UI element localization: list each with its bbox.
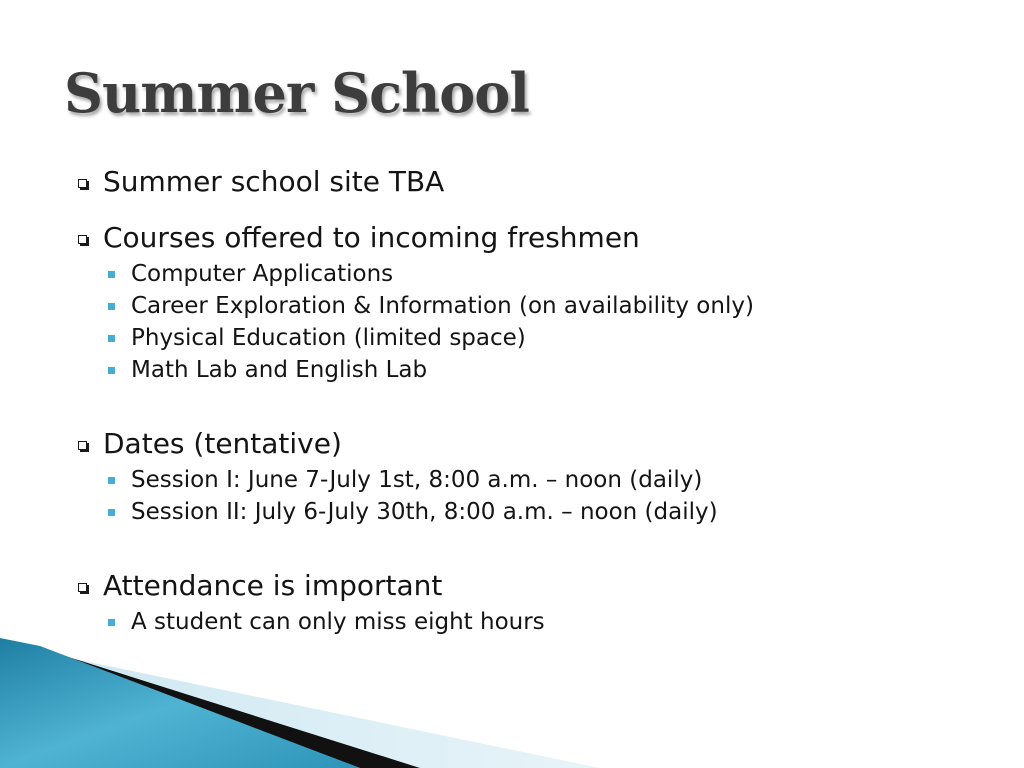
section-heading-dates: [72, 424, 972, 464]
decorative-wave-graphic: [0, 638, 1024, 768]
list-item: [72, 496, 972, 528]
list-item-text: Computer Applications: [131, 261, 394, 287]
filled-square-bullet-icon: [108, 335, 115, 342]
list-item: [72, 354, 972, 386]
list-item: [72, 258, 972, 290]
list-item: [72, 290, 972, 322]
hollow-square-bullet-icon: [78, 441, 87, 450]
section-heading-site: [72, 162, 972, 202]
section-heading-text: Dates (tentative): [103, 427, 342, 460]
section-heading-text: Courses offered to incoming freshmen: [103, 221, 640, 254]
hollow-square-bullet-icon: [78, 583, 87, 592]
slide-content: [72, 162, 972, 638]
section-heading-text: Summer school site TBA: [103, 165, 445, 198]
list-item-text: Math Lab and English Lab: [131, 357, 428, 383]
hollow-square-bullet-icon: [78, 179, 87, 188]
list-item-text: Physical Education (limited space): [131, 325, 526, 351]
slide-title: Summer School: [64, 61, 529, 125]
list-item-text: Session I: June 7-July 1st, 8:00 a.m. – noon (daily): [131, 467, 703, 493]
list-item-text: Career Exploration & Information (on availability only): [131, 293, 754, 319]
attendance-list: [72, 606, 972, 638]
hollow-square-bullet-icon: [78, 235, 87, 244]
section-heading-attendance: [72, 566, 972, 606]
list-item-text: Session II: July 6-July 30th, 8:00 a.m. – noon (daily): [131, 499, 718, 525]
list-item: [72, 464, 972, 496]
filled-square-bullet-icon: [108, 303, 115, 310]
filled-square-bullet-icon: [108, 619, 115, 626]
section-heading-courses: [72, 218, 972, 258]
list-item: [72, 322, 972, 354]
list-item: [72, 606, 972, 638]
section-heading-text: Attendance is important: [103, 569, 443, 602]
filled-square-bullet-icon: [108, 477, 115, 484]
filled-square-bullet-icon: [108, 271, 115, 278]
filled-square-bullet-icon: [108, 367, 115, 374]
blue-wave-shape: [0, 638, 360, 768]
courses-list: [72, 258, 972, 386]
list-item-text: A student can only miss eight hours: [131, 609, 545, 635]
filled-square-bullet-icon: [108, 509, 115, 516]
dates-list: [72, 464, 972, 528]
